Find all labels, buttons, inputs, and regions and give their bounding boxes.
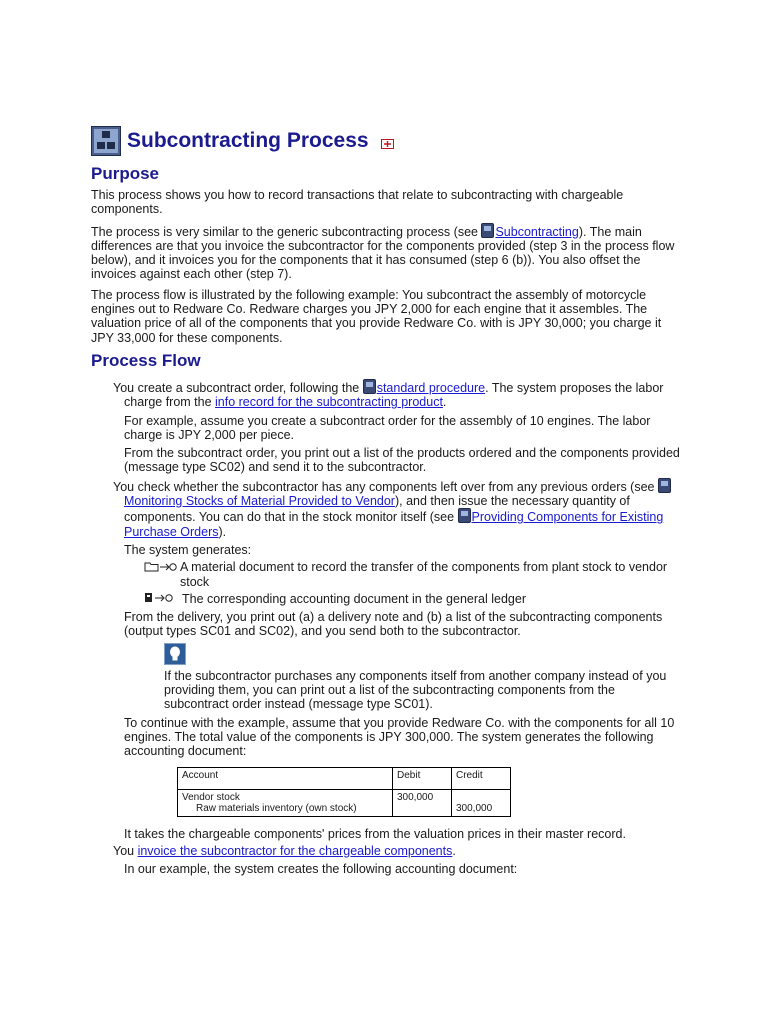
- table-cell-account: [178, 789, 393, 816]
- structure-link-icon[interactable]: [381, 139, 394, 149]
- generated-item-accounting-doc: [144, 592, 681, 606]
- step-invoice-subcontractor: You invoice the subcontractor for the chargeable components.: [113, 843, 456, 858]
- account-vendor-stock: Vendor stock: [182, 791, 240, 803]
- step-create-example: For example, assume you create a subcontract order for the assembly of 10 engines. The labor charge is JPY 2,000 per piece.: [124, 413, 651, 442]
- folder-arrow-icon: [144, 560, 180, 589]
- ledger-arrow-icon: [144, 592, 182, 606]
- col-account: Account: [178, 767, 393, 789]
- document-icon: [458, 508, 471, 523]
- accounting-table: [177, 767, 511, 817]
- title-row: [91, 124, 681, 158]
- document-icon: [658, 478, 671, 493]
- link-monitoring-stocks[interactable]: Monitoring Stocks of Material Provided to Vendor: [124, 494, 395, 509]
- link-info-record[interactable]: info record for the subcontracting product: [215, 395, 443, 410]
- step-create-print: From the subcontract order, you print out a list of the products ordered and the components provided (message type SC02) and send it to the subcontractor.: [124, 446, 680, 475]
- step-continue-example: To continue with the example, assume that you provide Redware Co. with the components for all 10 engines. The total value of the components is JPY 300,000. The system generates the following accounting document:: [124, 715, 675, 759]
- generated-item-accounting-doc-text: The corresponding accounting document in the general ledger: [182, 591, 526, 606]
- table-cell-debit: [393, 789, 452, 816]
- tip-lightbulb-icon: [164, 643, 186, 665]
- account-raw-materials: Raw materials inventory (own stock): [196, 802, 357, 814]
- credit-value: 300,000: [456, 802, 493, 814]
- generated-item-material-doc: [144, 560, 681, 589]
- tip-text: If the subcontractor purchases any components itself from another company instead of you providing them, you can print out a list of the subcontracting components from the subcontract order instead (message type SC01).: [164, 668, 667, 712]
- document-icon: [363, 379, 376, 394]
- col-credit: Credit: [452, 767, 511, 789]
- step-prices-note: It takes the chargeable components' prices from the valuation prices in their master record.: [124, 826, 626, 841]
- step-invoice-example: In our example, the system creates the following accounting document:: [124, 862, 518, 877]
- generated-item-material-doc-text: A material document to record the transfer of the components from plant stock to vendor stock: [180, 560, 668, 589]
- purpose-intro: This process shows you how to record transactions that relate to subcontracting with chargeable components.: [91, 188, 624, 217]
- process-icon: [91, 126, 121, 156]
- debit-value: 300,000: [397, 791, 434, 803]
- table-row: [178, 789, 511, 816]
- document-icon: [481, 223, 494, 238]
- step-check-components: You check whether the subcontractor has any components left over from any previous orders (see Monitoring Stocks of Material Provided to Vendor), and then issue the necessary quantity of components. You can do that in the stock monitor itself (see Providing Components for Existing Purchase Orders).: [113, 478, 681, 539]
- col-debit: Debit: [393, 767, 452, 789]
- step-create-order: You create a subcontract order, following the standard procedure. The system proposes the labor charge from the info record for the subcontracting product.: [113, 380, 664, 410]
- step-delivery-print: From the delivery, you print out (a) a delivery note and (b) a list of the subcontracting components (output types SC01 and SC02), and you send both to the subcontractor.: [124, 610, 663, 639]
- link-standard-procedure[interactable]: standard procedure: [376, 380, 486, 395]
- purpose-heading: Purpose: [91, 164, 160, 183]
- link-invoice-subcontractor[interactable]: invoice the subcontractor for the chargeable components: [137, 843, 453, 858]
- document-page: [91, 124, 681, 876]
- purpose-similarity: The process is very similar to the generic subcontracting process (see Subcontracting). The main differences are that you invoice the subcontractor for the components provided (step 3 in the process flow below), and it invoices you for the components that it has consumed (step 6 (b)). You also offset the invoices against each other (step 7).: [91, 224, 675, 282]
- system-generates-label: The system generates:: [124, 542, 252, 557]
- link-providing-components[interactable]: Providing Components for Existing Purchase Orders: [124, 510, 664, 539]
- table-cell-credit: [452, 789, 511, 816]
- purpose-example: The process flow is illustrated by the following example: You subcontract the assembly of motorcycle engines out to Redware Co. Redware charges you JPY 2,000 for each engine that it assembles. The valuation price of all of the components that you provide Redware Co. with is JPY 30,000; you charge it JPY 33,000 for these components.: [91, 287, 662, 345]
- table-header-row: [178, 767, 511, 789]
- page-title: Subcontracting Process: [127, 129, 369, 152]
- link-subcontracting[interactable]: Subcontracting: [495, 224, 579, 239]
- process-flow-heading: Process Flow: [91, 350, 201, 370]
